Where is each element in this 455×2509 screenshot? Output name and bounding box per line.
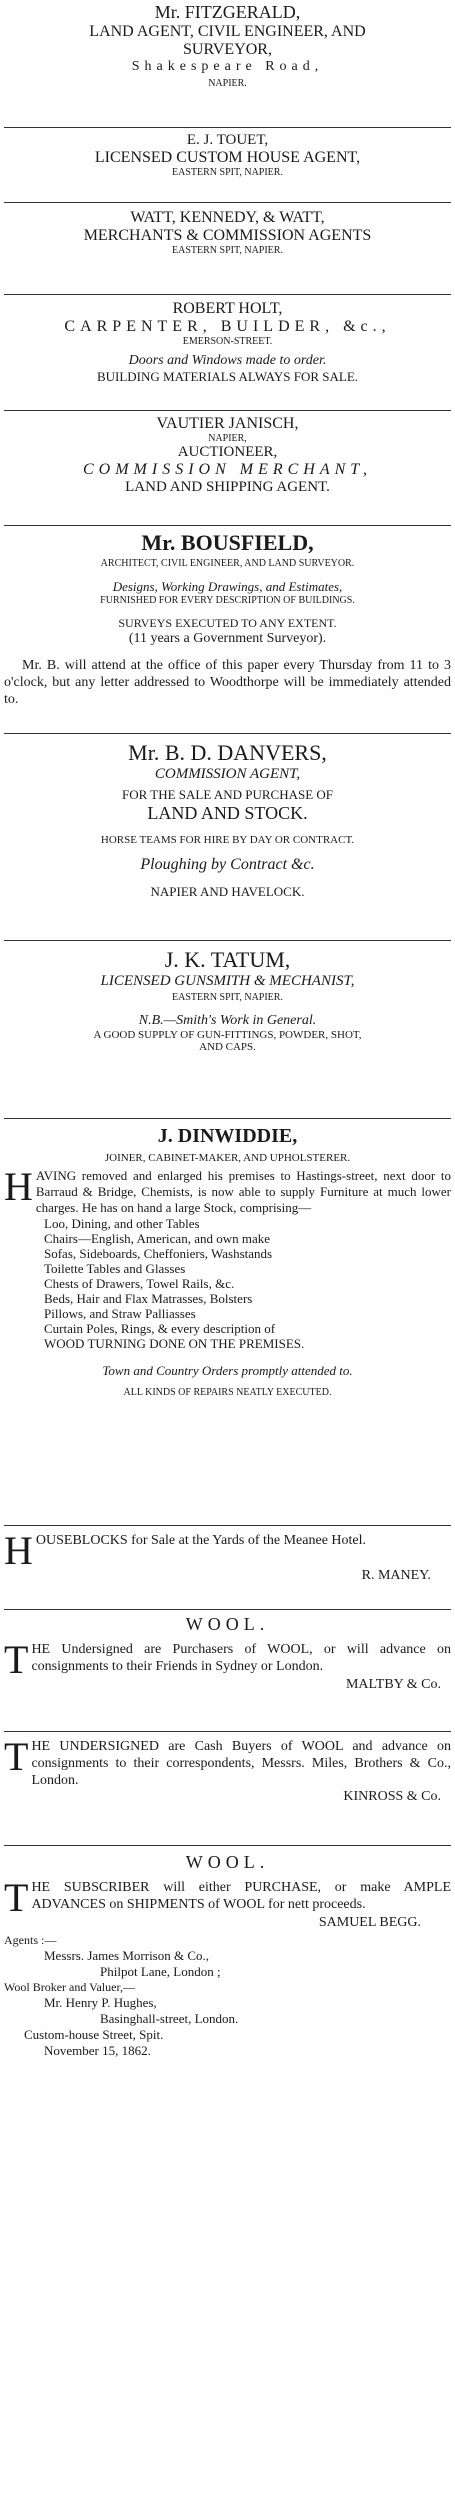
- ad-line: AND CAPS.: [199, 1041, 256, 1053]
- address: EASTERN SPIT, NAPIER.: [172, 992, 283, 1003]
- drop-cap: H: [4, 1528, 33, 1573]
- ad-line: ARCHITECT, CIVIL ENGINEER, AND LAND SURVEYOR.: [100, 558, 355, 569]
- ad-line: N.B.—Smith's Work in General.: [138, 1013, 317, 1028]
- ad-line: MERCHANTS & COMMISSION AGENTS: [83, 227, 372, 244]
- ad-body: HE Undersigned are Purchasers of WOOL, or will advance on consignments to their Friends in Sydney or London.: [31, 1642, 451, 1674]
- broker-label: Wool Broker and Valuer,—: [4, 1980, 135, 1994]
- agent-line: Mr. Henry P. Hughes,: [44, 1995, 157, 2010]
- ad-line: CARPENTER, BUILDER, &c.,: [64, 318, 391, 335]
- address: EMERSON-STREET.: [182, 336, 273, 347]
- signature: SAMUEL BEGG.: [318, 1915, 421, 1930]
- ad-line: NAPIER AND HAVELOCK.: [150, 884, 305, 899]
- list-item: Chairs—English, American, and own make: [44, 1231, 271, 1246]
- ad-kinross: [4, 1734, 451, 1846]
- signature: KINROSS & Co.: [343, 1789, 441, 1804]
- ad-watt-kennedy: [4, 209, 451, 295]
- advertiser-name: J. K. TATUM,: [164, 947, 291, 972]
- advertiser-name: WATT, KENNEDY, & WATT,: [130, 209, 325, 226]
- address: EASTERN SPIT, NAPIER.: [172, 245, 283, 256]
- list-item: Curtain Poles, Rings, & every description of: [44, 1321, 276, 1336]
- ad-body-block: [4, 1164, 451, 1216]
- ad-line: (11 years a Government Surveyor).: [128, 631, 327, 646]
- ad-line: Designs, Working Drawings, and Estimates,: [112, 579, 343, 594]
- date: November 15, 1862.: [44, 2043, 151, 2058]
- ad-begg: [4, 1852, 451, 2072]
- ad-line: LICENSED GUNSMITH & MECHANIST,: [100, 973, 355, 989]
- ad-line: LAND AND STOCK.: [147, 803, 308, 823]
- ad-maney: [4, 1528, 451, 1610]
- drop-cap: T: [4, 1734, 29, 1779]
- ad-line: Town and Country Orders promptly attended to.: [102, 1363, 353, 1378]
- ad-line: FURNISHED FOR EVERY DESCRIPTION OF BUILDINGS.: [100, 595, 355, 606]
- ad-body-block: [4, 1528, 451, 1573]
- ad-body: Mr. B. will attend at the office of this paper every Thursday from 11 to 3 o'clock, but any letter addressed to Woodthorpe will be immediately attended to.: [4, 658, 451, 707]
- list-item: Sofas, Sideboards, Cheffoniers, Washstands: [44, 1246, 273, 1261]
- ad-line: SURVEYOR,: [183, 41, 272, 58]
- ad-line: BUILDING MATERIALS ALWAYS FOR SALE.: [96, 369, 359, 384]
- list-item: Chests of Drawers, Towel Rails, &c.: [44, 1276, 235, 1291]
- ad-line: SURVEYS EXECUTED TO ANY EXTENT.: [118, 616, 337, 630]
- ad-line: COMMISSION AGENT,: [154, 766, 301, 782]
- list-item: Loo, Dining, and other Tables: [44, 1216, 200, 1231]
- ad-title: WOOL.: [185, 1614, 270, 1634]
- ad-tatum: [4, 947, 451, 1119]
- ad-body-block: [4, 1875, 451, 1920]
- ad-line: LAND AND SHIPPING AGENT.: [125, 479, 330, 495]
- list-item: Toilette Tables and Glasses: [44, 1261, 186, 1276]
- advertiser-name: ROBERT HOLT,: [172, 300, 283, 317]
- advertiser-name: Mr. B. D. DANVERS,: [128, 740, 327, 765]
- ad-line: COMMISSION MERCHANT,: [82, 461, 373, 478]
- agent-line: Basinghall-street, London.: [100, 2011, 239, 2026]
- ad-line: FOR THE SALE AND PURCHASE OF: [121, 787, 334, 802]
- ad-body-block: [4, 1637, 451, 1682]
- ad-line: HORSE TEAMS FOR HIRE BY DAY OR CONTRACT.: [100, 834, 355, 846]
- advertiser-name: E. J. TOUET,: [186, 132, 269, 148]
- drop-cap: H: [4, 1164, 33, 1209]
- agents-label: Agents :—: [4, 1933, 57, 1947]
- ad-line: JOINER, CABINET-MAKER, AND UPHOLSTERER.: [104, 1152, 351, 1164]
- advertiser-name: Mr. BOUSFIELD,: [141, 530, 314, 555]
- ad-holt: [4, 300, 451, 411]
- agent-line: Messrs. James Morrison & Co.,: [44, 1948, 210, 1963]
- ad-line: AUCTIONEER,: [177, 444, 278, 460]
- ad-janisch: [4, 415, 451, 526]
- ad-line: ALL KINDS OF REPAIRS NEATLY EXECUTED.: [123, 1387, 332, 1398]
- ad-bousfield: [4, 530, 451, 734]
- signature: R. MANEY.: [361, 1568, 431, 1583]
- ad-line: LAND AGENT, CIVIL ENGINEER, AND: [89, 23, 366, 40]
- ad-line: LICENSED CUSTOM HOUSE AGENT,: [94, 149, 361, 166]
- town: NAPIER,: [208, 433, 247, 444]
- address: Custom-house Street, Spit.: [24, 2027, 164, 2042]
- ad-title: WOOL.: [185, 1852, 270, 1872]
- drop-cap: T: [4, 1875, 29, 1920]
- ad-body: AVING removed and enlarged his premises to Hastings-street, next door to Barraud & Bridge, Chemists, is now able to supply Furniture at much lower charges. He has on hand a large Stock, comprising—: [35, 1168, 451, 1215]
- agent-line: Philpot Lane, London ;: [100, 1964, 221, 1979]
- ad-body: HE SUBSCRIBER will either PURCHASE, or make AMPLE ADVANCES on SHIPMENTS of WOOL for nett proceeds.: [31, 1880, 451, 1912]
- ad-danvers: [4, 740, 451, 941]
- advertiser-name: Mr. FITZGERALD,: [154, 2, 301, 22]
- ad-touet: [4, 132, 451, 203]
- ad-body: OUSEBLOCKS for Sale at the Yards of the Meanee Hotel.: [35, 1533, 367, 1548]
- list-item: Beds, Hair and Flax Matrasses, Bolsters: [44, 1291, 253, 1306]
- item-list: [4, 1216, 451, 1351]
- ad-body-block: [4, 1734, 451, 1789]
- ad-maltby: [4, 1614, 451, 1732]
- list-item: Pillows, and Straw Palliasses: [44, 1306, 196, 1321]
- signature: MALTBY & Co.: [345, 1677, 441, 1692]
- address: EASTERN SPIT, NAPIER.: [172, 167, 283, 178]
- ad-line: A GOOD SUPPLY OF GUN-FITTINGS, POWDER, SHOT,: [93, 1029, 362, 1041]
- town: NAPIER.: [208, 78, 247, 89]
- drop-cap: T: [4, 1637, 29, 1682]
- advertiser-name: VAUTIER JANISCH,: [156, 415, 299, 432]
- ad-body: HE UNDERSIGNED are Cash Buyers of WOOL and advance on consignments to their correspondents, Messrs. Miles, Brothers & Co., London.: [31, 1739, 451, 1788]
- ad-dinwiddie: [4, 1125, 451, 1526]
- ad-line: Ploughing by Contract &c.: [140, 856, 315, 873]
- advertiser-name: J. DINWIDDIE,: [157, 1125, 298, 1147]
- ad-fitzgerald: [4, 2, 451, 128]
- list-item: WOOD TURNING DONE ON THE PREMISES.: [44, 1336, 305, 1351]
- ad-line: Doors and Windows made to order.: [128, 353, 327, 368]
- address: Shakespeare Road,: [131, 59, 324, 74]
